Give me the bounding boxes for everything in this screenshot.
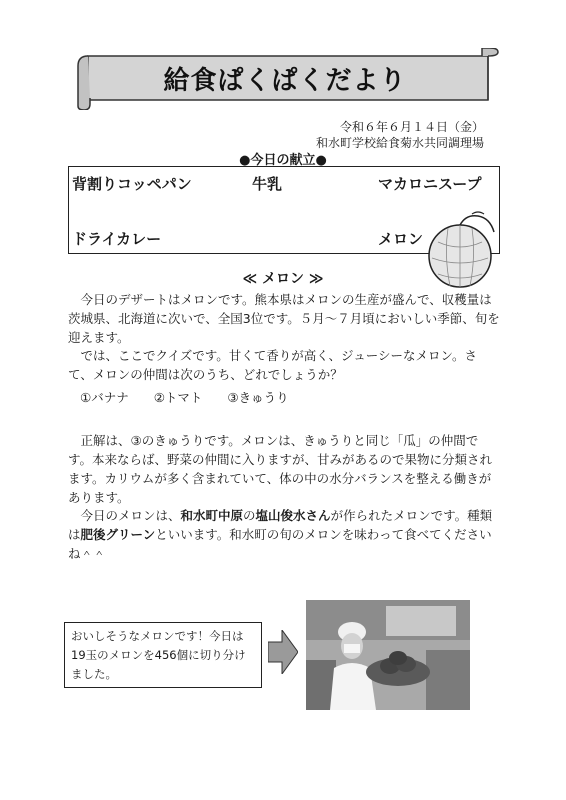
photo-note: おいしそうなメロンです！今日は19玉のメロンを456個に切り分けました。 <box>64 622 262 688</box>
quiz-options: ①バナナ ②トマト ③きゅうり <box>80 390 289 405</box>
article-paragraph-1: 今日のデザートはメロンです。熊本県はメロンの生産が盛んで、収穫量は茨城県、北海道に次いで、全国3位です。５月～７月頃においしい季節、旬を迎えます。 <box>68 292 500 345</box>
text-span: の <box>243 508 256 523</box>
newsletter-title: 給食ぱくぱくだより <box>163 66 407 96</box>
kitchen-staff-photo <box>306 600 470 710</box>
melon-variety: 肥後グリーン <box>80 527 156 542</box>
menu-heading: ●今日の献立● <box>239 153 327 168</box>
menu-item-soup: マカロニスープ <box>378 175 482 193</box>
article-paragraph-answer: 正解は、③のきゅうりです。メロンは、きゅうりと同じ「瓜」の仲間です。本来ならば、野菜の仲間に入りますが、甘みがあるので果物に分類されます。カリウムが多く含まれていて、体の中の水分バランスを整える働きがあります。 <box>68 433 493 505</box>
menu-item-melon: メロン <box>378 230 424 248</box>
organization-name: 和水町学校給食菊水共同調理場 <box>315 136 484 150</box>
menu-item-milk: 牛乳 <box>252 175 283 193</box>
menu-item-bread: 背割りコッペパン <box>72 175 192 193</box>
article-title: ≪ メロン ≫ <box>242 271 324 287</box>
text-span: 今日のメロンは、 <box>80 508 181 523</box>
text-span: が作られたメロンです。種類は <box>68 508 493 542</box>
issue-date: 令和６年６月１４日（金） <box>339 120 484 134</box>
grower-name: 塩山俊水さん <box>255 508 331 523</box>
text-span: といいます。和水町の旬のメロンを味わって食べてくださいね＾＾ <box>68 527 492 561</box>
place-name: 和水町中原 <box>180 508 244 523</box>
arrow-right-icon <box>268 630 298 674</box>
article-paragraph-2: では、ここでクイズです。甘くて香りが高く、ジューシーなメロン。さて、メロンの仲間は次のうち、どれでしょうか？ <box>68 348 478 382</box>
article-paragraph-grower <box>68 506 500 563</box>
menu-item-curry: ドライカレー <box>72 230 162 248</box>
